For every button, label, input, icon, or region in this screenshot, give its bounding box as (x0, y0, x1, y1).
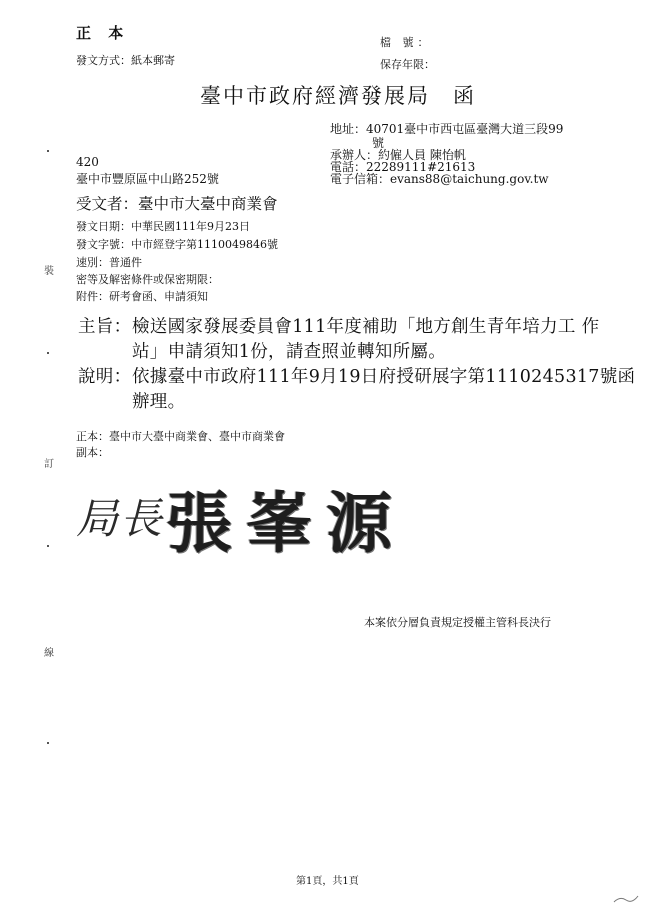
issue-date: 發文日期：中華民國111年9月23日 (76, 220, 250, 233)
binding-mark-top: 裝 (44, 266, 54, 277)
copy-distribution: 副本： (76, 446, 109, 459)
attachments: 附件：研考會函、申請須知 (76, 290, 208, 303)
speed: 速別：普通件 (76, 256, 142, 269)
signature-name: 張峯源 (166, 484, 406, 562)
recipient: 受文者：臺中市大臺中商業會 (76, 195, 278, 213)
dispatch-method: 發文方式：紙本郵寄 (76, 54, 175, 67)
authorization-note: 本案依分層負責規定授權主管科長決行 (364, 616, 551, 629)
copy-label: 正 本 (76, 24, 130, 42)
document-title: 臺中市政府經濟發展局 函 (200, 84, 476, 108)
binding-mark-bottom: 線 (44, 648, 54, 659)
issue-number: 發文字號：中市經登字第1110049846號 (76, 238, 278, 251)
postal-code: 420 (76, 155, 99, 169)
scan-mark (612, 890, 642, 908)
subject-label: 主旨： (78, 317, 132, 337)
email: 電子信箱：evans88@taichung.gov.tw (330, 172, 549, 186)
file-number-label: 檔 號： (380, 36, 433, 49)
recipient-address: 臺中市豐原區中山路252號 (76, 172, 219, 186)
sender-address-cont: 號 (372, 136, 385, 150)
explanation-label: 說明： (78, 367, 132, 387)
subject-line-1: 檢送國家發展委員會111年度補助「地方創生青年培力工 作 (132, 317, 600, 337)
margin-tick (47, 545, 49, 547)
margin-tick (47, 150, 49, 152)
subject-line-2: 站」申請須知1份，請查照並轉知所屬。 (132, 342, 447, 362)
sender-address: 地址：40701臺中市西屯區臺灣大道三段99 (330, 122, 564, 136)
retention-label: 保存年限： (380, 58, 435, 71)
explanation-line-1: 依據臺中市政府111年9月19日府授研展字第1110245317號函 (132, 367, 636, 387)
original-distribution: 正本：臺中市大臺中商業會、臺中市商業會 (76, 430, 285, 443)
signature-title: 局長 (76, 494, 165, 543)
margin-tick (47, 352, 49, 354)
page-number: 第1頁，共1頁 (296, 876, 359, 887)
classification: 密等及解密條件或保密期限： (76, 273, 219, 286)
explanation-line-2: 辦理。 (132, 392, 186, 412)
phone: 電話：22289111#21613 (330, 160, 476, 174)
binding-mark-middle: 訂 (44, 459, 54, 470)
margin-tick (47, 742, 49, 744)
handler: 承辦人：約僱人員 陳怡帆 (330, 148, 466, 162)
